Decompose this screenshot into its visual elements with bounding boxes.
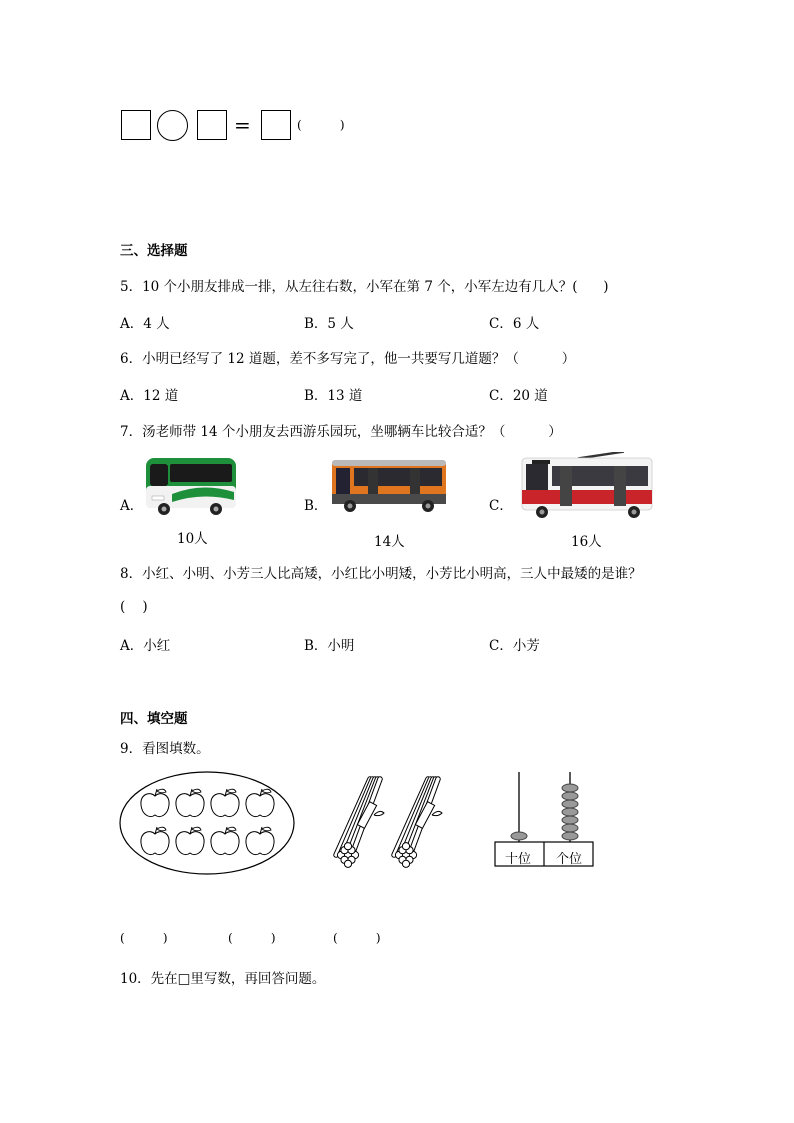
q9-answer-1[interactable]: ( ) <box>120 931 168 945</box>
q5-option-c[interactable]: C．6 人 <box>489 316 540 332</box>
q6-option-b[interactable]: B．13 道 <box>304 388 363 404</box>
q7-text: 7．汤老师带 14 个小朋友去西游乐园玩，坐哪辆车比较合适？（ ） <box>120 424 562 440</box>
answer-box-3[interactable] <box>261 110 291 140</box>
q7-option-b[interactable]: B． <box>304 498 328 514</box>
q10-text: 10．先在□里写数，再回答问题。 <box>120 971 326 987</box>
q9-answer-2[interactable]: ( ) <box>228 931 276 945</box>
apple-oval-image <box>118 770 296 876</box>
equals-sign: = <box>234 113 251 137</box>
q5-text: 5．10 个小朋友排成一排，从左往右数，小军在第 7 个，小军左边有几人？( ) <box>120 279 609 295</box>
abacus-bead <box>562 824 578 832</box>
answer-box-2[interactable] <box>197 110 227 140</box>
abacus-bead <box>562 816 578 824</box>
city-bus-image[interactable] <box>328 452 450 518</box>
abacus-tens-label: 十位 <box>505 852 532 867</box>
q7-option-c[interactable]: C． <box>489 498 513 514</box>
stick-bundle-icon <box>394 779 442 867</box>
coach-bus-image[interactable] <box>142 452 240 520</box>
abacus-bead <box>562 800 578 808</box>
trolley-bus-image[interactable] <box>518 452 656 522</box>
abacus-bead <box>562 792 578 800</box>
q7-caption-a: 10人 <box>177 531 208 547</box>
abacus-ones-label: 个位 <box>556 852 583 867</box>
q8-text: 8．小红、小明、小芳三人比高矮，小红比小明矮，小芳比小明高，三人中最矮的是谁？ <box>120 566 642 582</box>
q6-option-c[interactable]: C．20 道 <box>489 388 548 404</box>
abacus-bead <box>562 784 578 792</box>
q5-option-b[interactable]: B．5 人 <box>304 316 354 332</box>
abacus-bead <box>562 808 578 816</box>
equation-answer-paren[interactable]: ( ) <box>297 118 345 132</box>
section3-title: 三、选择题 <box>120 243 188 259</box>
stick-bundles-image <box>326 775 446 870</box>
q7-option-a[interactable]: A． <box>120 498 144 514</box>
q8-option-a[interactable]: A．小红 <box>120 638 171 654</box>
q9-answer-3[interactable]: ( ) <box>333 931 381 945</box>
q6-option-a[interactable]: A．12 道 <box>120 388 179 404</box>
q9-text: 9．看图填数。 <box>120 741 210 757</box>
q8-option-c[interactable]: C．小芳 <box>489 638 540 654</box>
q6-text: 6．小明已经写了 12 道题，差不多写完了，他一共要写几道题？（ ） <box>120 351 576 367</box>
q5-option-a[interactable]: A．4 人 <box>120 316 170 332</box>
q7-caption-c: 16人 <box>571 534 602 550</box>
answer-box-1[interactable] <box>121 110 151 140</box>
section4-title: 四、填空题 <box>120 711 188 727</box>
abacus-bead <box>511 832 527 840</box>
q8-option-b[interactable]: B．小明 <box>304 638 355 654</box>
abacus-bead <box>562 832 578 840</box>
q7-caption-b: 14人 <box>374 534 405 550</box>
q8-answer-paren[interactable]: ( ) <box>120 599 148 615</box>
operator-circle[interactable] <box>157 110 188 141</box>
stick-bundle-icon <box>336 779 384 867</box>
